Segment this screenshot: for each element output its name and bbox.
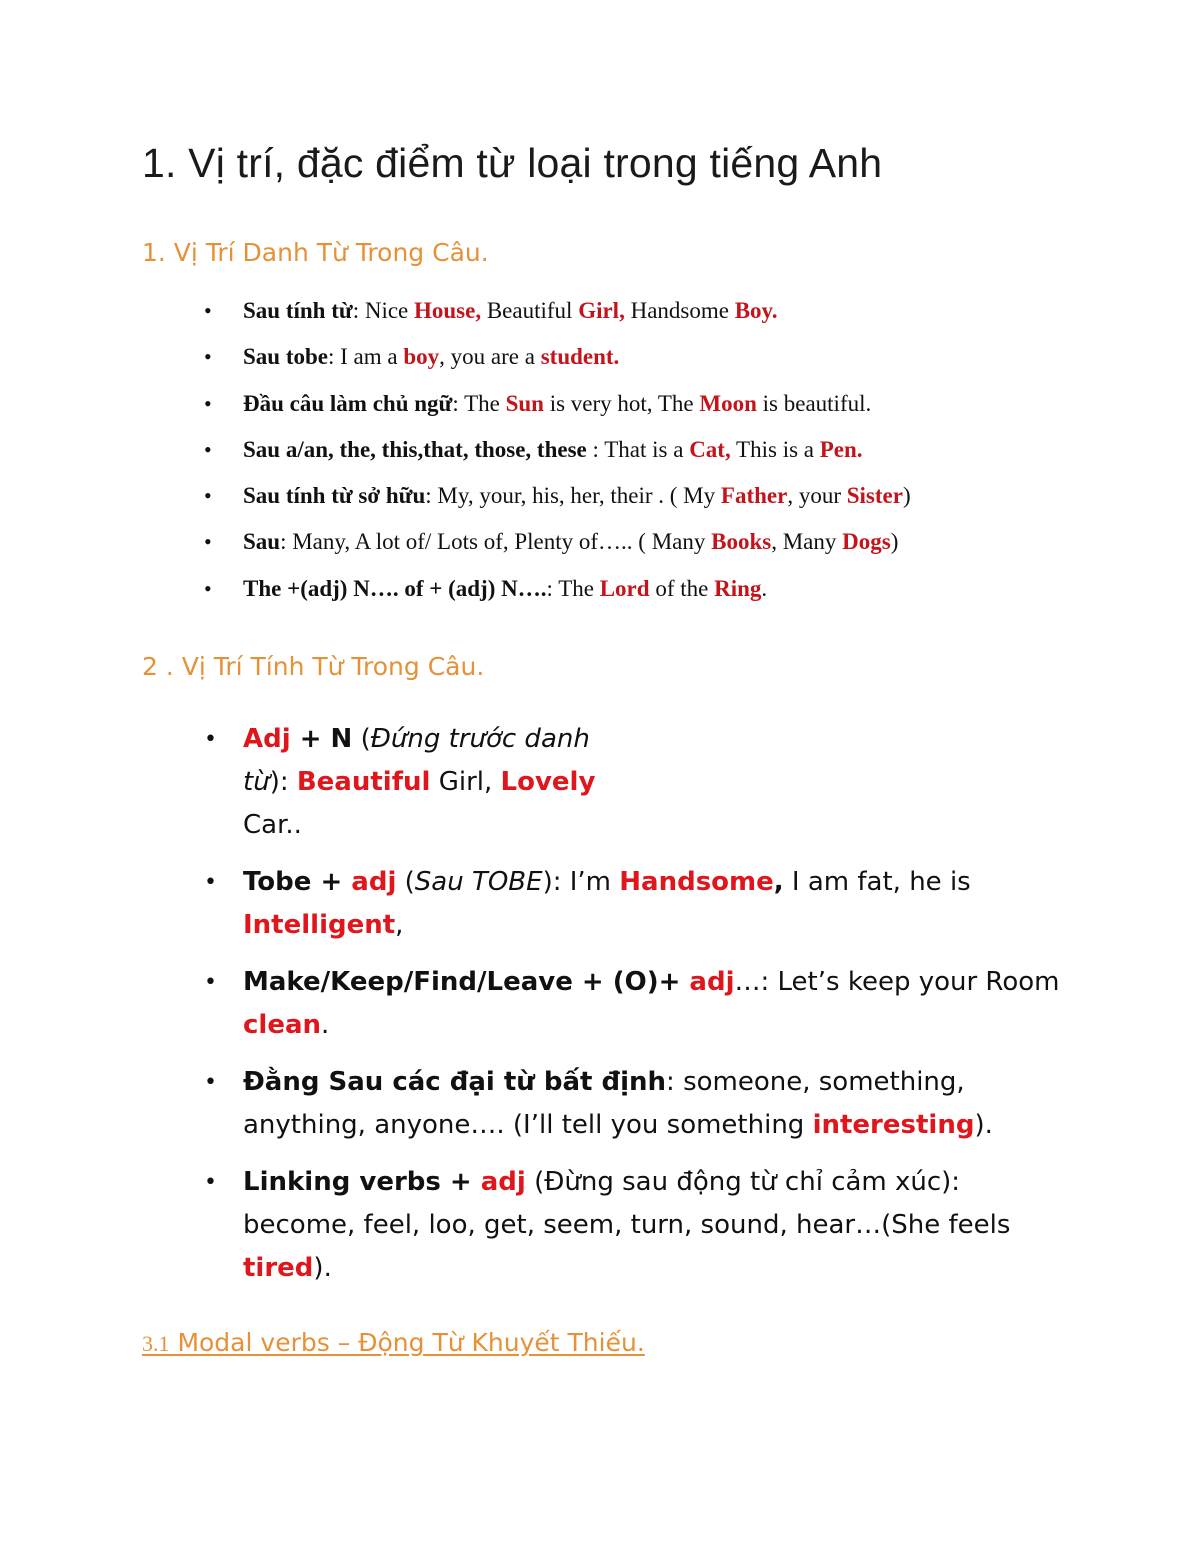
list-item-text [243, 437, 863, 463]
plain-text: : Nice [352, 298, 414, 323]
list-item-text [243, 298, 778, 324]
highlight-word: tired [243, 1253, 314, 1283]
plain-text: ) [902, 483, 911, 509]
highlight-word: Girl, [578, 298, 625, 323]
rule-label: Đầu câu làm chủ ngữ [243, 390, 453, 416]
adjective-position-list [0, 718, 1200, 1304]
noun-position-list [0, 296, 1200, 620]
plain-text: . [321, 1010, 330, 1040]
highlight-word: Intelligent [243, 910, 396, 940]
highlight-word: adj [680, 967, 735, 997]
plain-text: : I am a [328, 344, 404, 370]
bullet-icon: • [204, 298, 212, 323]
list-item-text [243, 483, 911, 509]
plain-text: : someone, something, anything, anyone…. (I’ll tell you something [243, 1067, 965, 1140]
highlight-word: Cat, [689, 436, 731, 462]
list-item-text [243, 344, 619, 370]
highlight-word: Boy. [734, 298, 778, 323]
highlight-word: Lord [599, 575, 650, 601]
plain-text: : The [546, 575, 600, 601]
plain-text: ( [352, 724, 371, 754]
rule-label: The +(adj) N…. of + (adj) N…. [243, 575, 547, 601]
plain-text: ): [269, 767, 297, 797]
list-item [0, 718, 643, 847]
highlight-word: Pen. [819, 436, 863, 462]
plain-text: Car.. [243, 810, 302, 840]
plain-text: ). [974, 1110, 993, 1140]
bullet-icon: • [204, 727, 217, 752]
plain-text: ): I’m [542, 867, 620, 897]
highlight-word: House, [414, 298, 482, 323]
rule-label: Sau tobe [243, 344, 328, 370]
plain-text: Girl, [430, 767, 501, 797]
highlight-word: Books [711, 529, 772, 555]
highlight-word: adj [342, 867, 397, 897]
list-item [0, 1161, 1043, 1290]
rule-label: Sau a/an, the, this,that, those, these [243, 436, 587, 462]
list-item [0, 389, 1200, 435]
plain-text: I am fat, he is [783, 867, 971, 897]
plain-text: Handsome [624, 298, 735, 323]
plain-text: , Many [771, 529, 843, 555]
plain-text: This is a [730, 436, 820, 462]
highlight-word: interesting [812, 1110, 975, 1140]
highlight-word: boy [403, 344, 440, 370]
list-item [0, 435, 1200, 481]
plain-text: ( [396, 867, 415, 897]
list-item [0, 527, 1200, 573]
italic-note: Đứng trước danh từ [243, 724, 590, 797]
bullet-icon: • [204, 1070, 217, 1095]
plain-text: : The [452, 390, 506, 416]
rule-label: Sau [243, 529, 281, 555]
rule-label: Tobe + [243, 867, 343, 897]
rule-label: Make/Keep/Find/Leave + (O)+ [243, 967, 681, 997]
highlight-word: Sister [846, 483, 903, 509]
list-item [0, 481, 1200, 527]
plain-text: : Many, A lot of/ Lots of, Plenty of….. ( Many [280, 529, 712, 555]
list-item-text [243, 529, 898, 555]
rule-label: + N [290, 724, 353, 754]
highlight-word: Sun [505, 390, 544, 416]
highlight-word: Dogs [842, 529, 891, 555]
highlight-word: Moon [699, 390, 757, 416]
bullet-icon: • [204, 870, 217, 895]
bullet-icon: • [204, 344, 212, 370]
plain-text: . [761, 575, 768, 601]
highlight-word: student. [540, 344, 620, 370]
list-item-text [243, 576, 767, 602]
highlight-word: Father [720, 483, 788, 509]
bullet-icon: • [204, 575, 212, 601]
bullet-icon: • [204, 483, 212, 509]
rule-label: Linking verbs + [243, 1167, 472, 1197]
section-heading-noun-position: 1. Vị Trí Danh Từ Trong Câu. [142, 238, 489, 267]
bullet-icon: • [204, 529, 212, 555]
highlight-word: Ring [714, 575, 762, 601]
highlight-word: adj [471, 1167, 526, 1197]
list-item-text [243, 391, 871, 417]
highlight-word: Handsome [619, 867, 774, 897]
list-item [0, 961, 1063, 1047]
plain-text: ) [890, 529, 899, 555]
document-title: 1. Vị trí, đặc điểm từ loại trong tiếng Anh [142, 140, 883, 186]
bullet-icon: • [204, 436, 212, 462]
plain-text: is beautiful. [756, 390, 872, 416]
plain-text: …: Let’s keep your Room [734, 967, 1060, 997]
plain-text: , [395, 910, 404, 940]
bullet-icon: • [204, 390, 212, 416]
plain-text: , your [787, 483, 847, 509]
plain-text: , [773, 867, 784, 897]
rule-label: Sau tính từ [243, 298, 353, 323]
bullet-icon: • [204, 970, 217, 995]
section-heading-adjective-position: 2 . Vị Trí Tính Từ Trong Câu. [142, 652, 485, 681]
list-item [0, 574, 1200, 620]
list-item [0, 1061, 1043, 1147]
rule-label: Đằng Sau các đại từ bất định [243, 1067, 667, 1097]
section-heading-text: Modal verbs – Động Từ Khuyết Thiếu. [169, 1328, 645, 1357]
highlight-word: Beautiful [296, 767, 431, 797]
highlight-word: clean [243, 1010, 322, 1040]
plain-text: of the [649, 575, 715, 601]
list-item [0, 861, 1023, 947]
list-item [0, 342, 1200, 388]
plain-text: is very hot, The [543, 390, 700, 416]
section-heading-modal-verbs[interactable] [142, 1328, 645, 1358]
plain-text: ). [313, 1253, 332, 1283]
plain-text: Beautiful [481, 298, 579, 323]
list-item [0, 296, 1200, 342]
bullet-icon: • [204, 1170, 217, 1195]
rule-label: Sau tính từ sở hữu [243, 483, 426, 509]
highlight-word: Lovely [500, 767, 596, 797]
highlight-word: Adj [243, 724, 291, 754]
plain-text: : My, your, his, her, their . ( My [425, 483, 721, 509]
section-number: 3.1 [142, 1331, 170, 1356]
plain-text: , you are a [439, 344, 541, 370]
italic-note: Sau TOBE [414, 867, 543, 897]
plain-text: (Đừng sau động từ chỉ cảm xúc): become, feel, loo, get, seem, turn, sound, hear…(She feels [243, 1167, 1011, 1240]
plain-text: : That is a [586, 436, 690, 462]
